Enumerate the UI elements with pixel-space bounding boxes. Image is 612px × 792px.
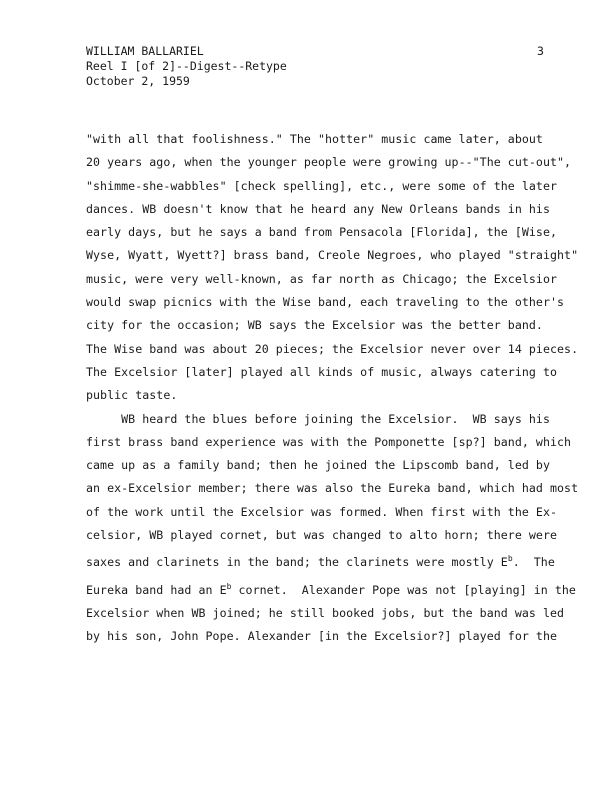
text-line: first brass band experience was with the Pomponette [sp?] band, which xyxy=(86,434,572,449)
page-header xyxy=(86,44,287,89)
text-segment: Eureka band had an E xyxy=(86,582,227,597)
text-segment: saxes and clarinets in the band; the clarinets were mostly E xyxy=(86,555,508,570)
text-line: The Excelsior [later] played all kinds of music, always catering to xyxy=(86,364,558,379)
page-number: 3 xyxy=(537,44,544,58)
text-line: WB heard the blues before joining the Excelsior. WB says his xyxy=(86,411,550,426)
text-line: an ex-Excelsior member; there was also the Eureka band, which had most xyxy=(86,481,579,496)
text-line: Wyse, Wyatt, Wyett?] brass band, Creole Negroes, who played "straight" xyxy=(86,248,579,263)
text-line: came up as a family band; then he joined the Lipscomb band, led by xyxy=(86,458,550,473)
text-line: "shimme-she-wabbles" [check spelling], etc., were some of the later xyxy=(86,178,558,193)
superscript: b xyxy=(507,554,513,564)
text-line: by his son, John Pope. Alexander [in the Excelsior?] played for the xyxy=(86,629,558,644)
text-line: would swap picnics with the Wise band, each traveling to the other's xyxy=(86,295,565,310)
text-line: music, were very well-known, as far north as Chicago; the Excelsior xyxy=(86,271,558,286)
text-line: 20 years ago, when the younger people were growing up--"The cut-out", xyxy=(86,155,572,170)
text-line: of the work until the Excelsior was formed. When first with the Ex- xyxy=(86,504,558,519)
text-line: celsior, WB played cornet, but was changed to alto horn; there were xyxy=(86,528,558,543)
text-line: "with all that foolishness." The "hotter" music came later, about xyxy=(86,132,543,146)
text-segment: cornet. Alexander Pope was not [playing] in the xyxy=(231,582,576,597)
header-date: October 2, 1959 xyxy=(86,74,190,88)
text-line: The Wise band was about 20 pieces; the Excelsior never over 14 pieces. xyxy=(86,341,579,356)
text-line: dances. WB doesn't know that he heard any New Orleans bands in his xyxy=(86,201,550,216)
text-line xyxy=(86,547,606,574)
text-line xyxy=(86,575,606,602)
text-line: public taste. xyxy=(86,388,178,403)
superscript: b xyxy=(226,581,232,591)
header-reel: Reel I [of 2]--Digest--Retype xyxy=(86,59,287,73)
text-line: Excelsior when WB joined; he still booked jobs, but the band was led xyxy=(86,605,565,620)
header-name: WILLIAM BALLARIEL xyxy=(86,44,204,58)
text-line: city for the occasion; WB says the Excelsior was the better band. xyxy=(86,318,543,333)
text-line: early days, but he says a band from Pensacola [Florida], the [Wise, xyxy=(86,225,558,240)
text-segment: . The xyxy=(512,555,555,570)
body-text xyxy=(86,128,606,649)
